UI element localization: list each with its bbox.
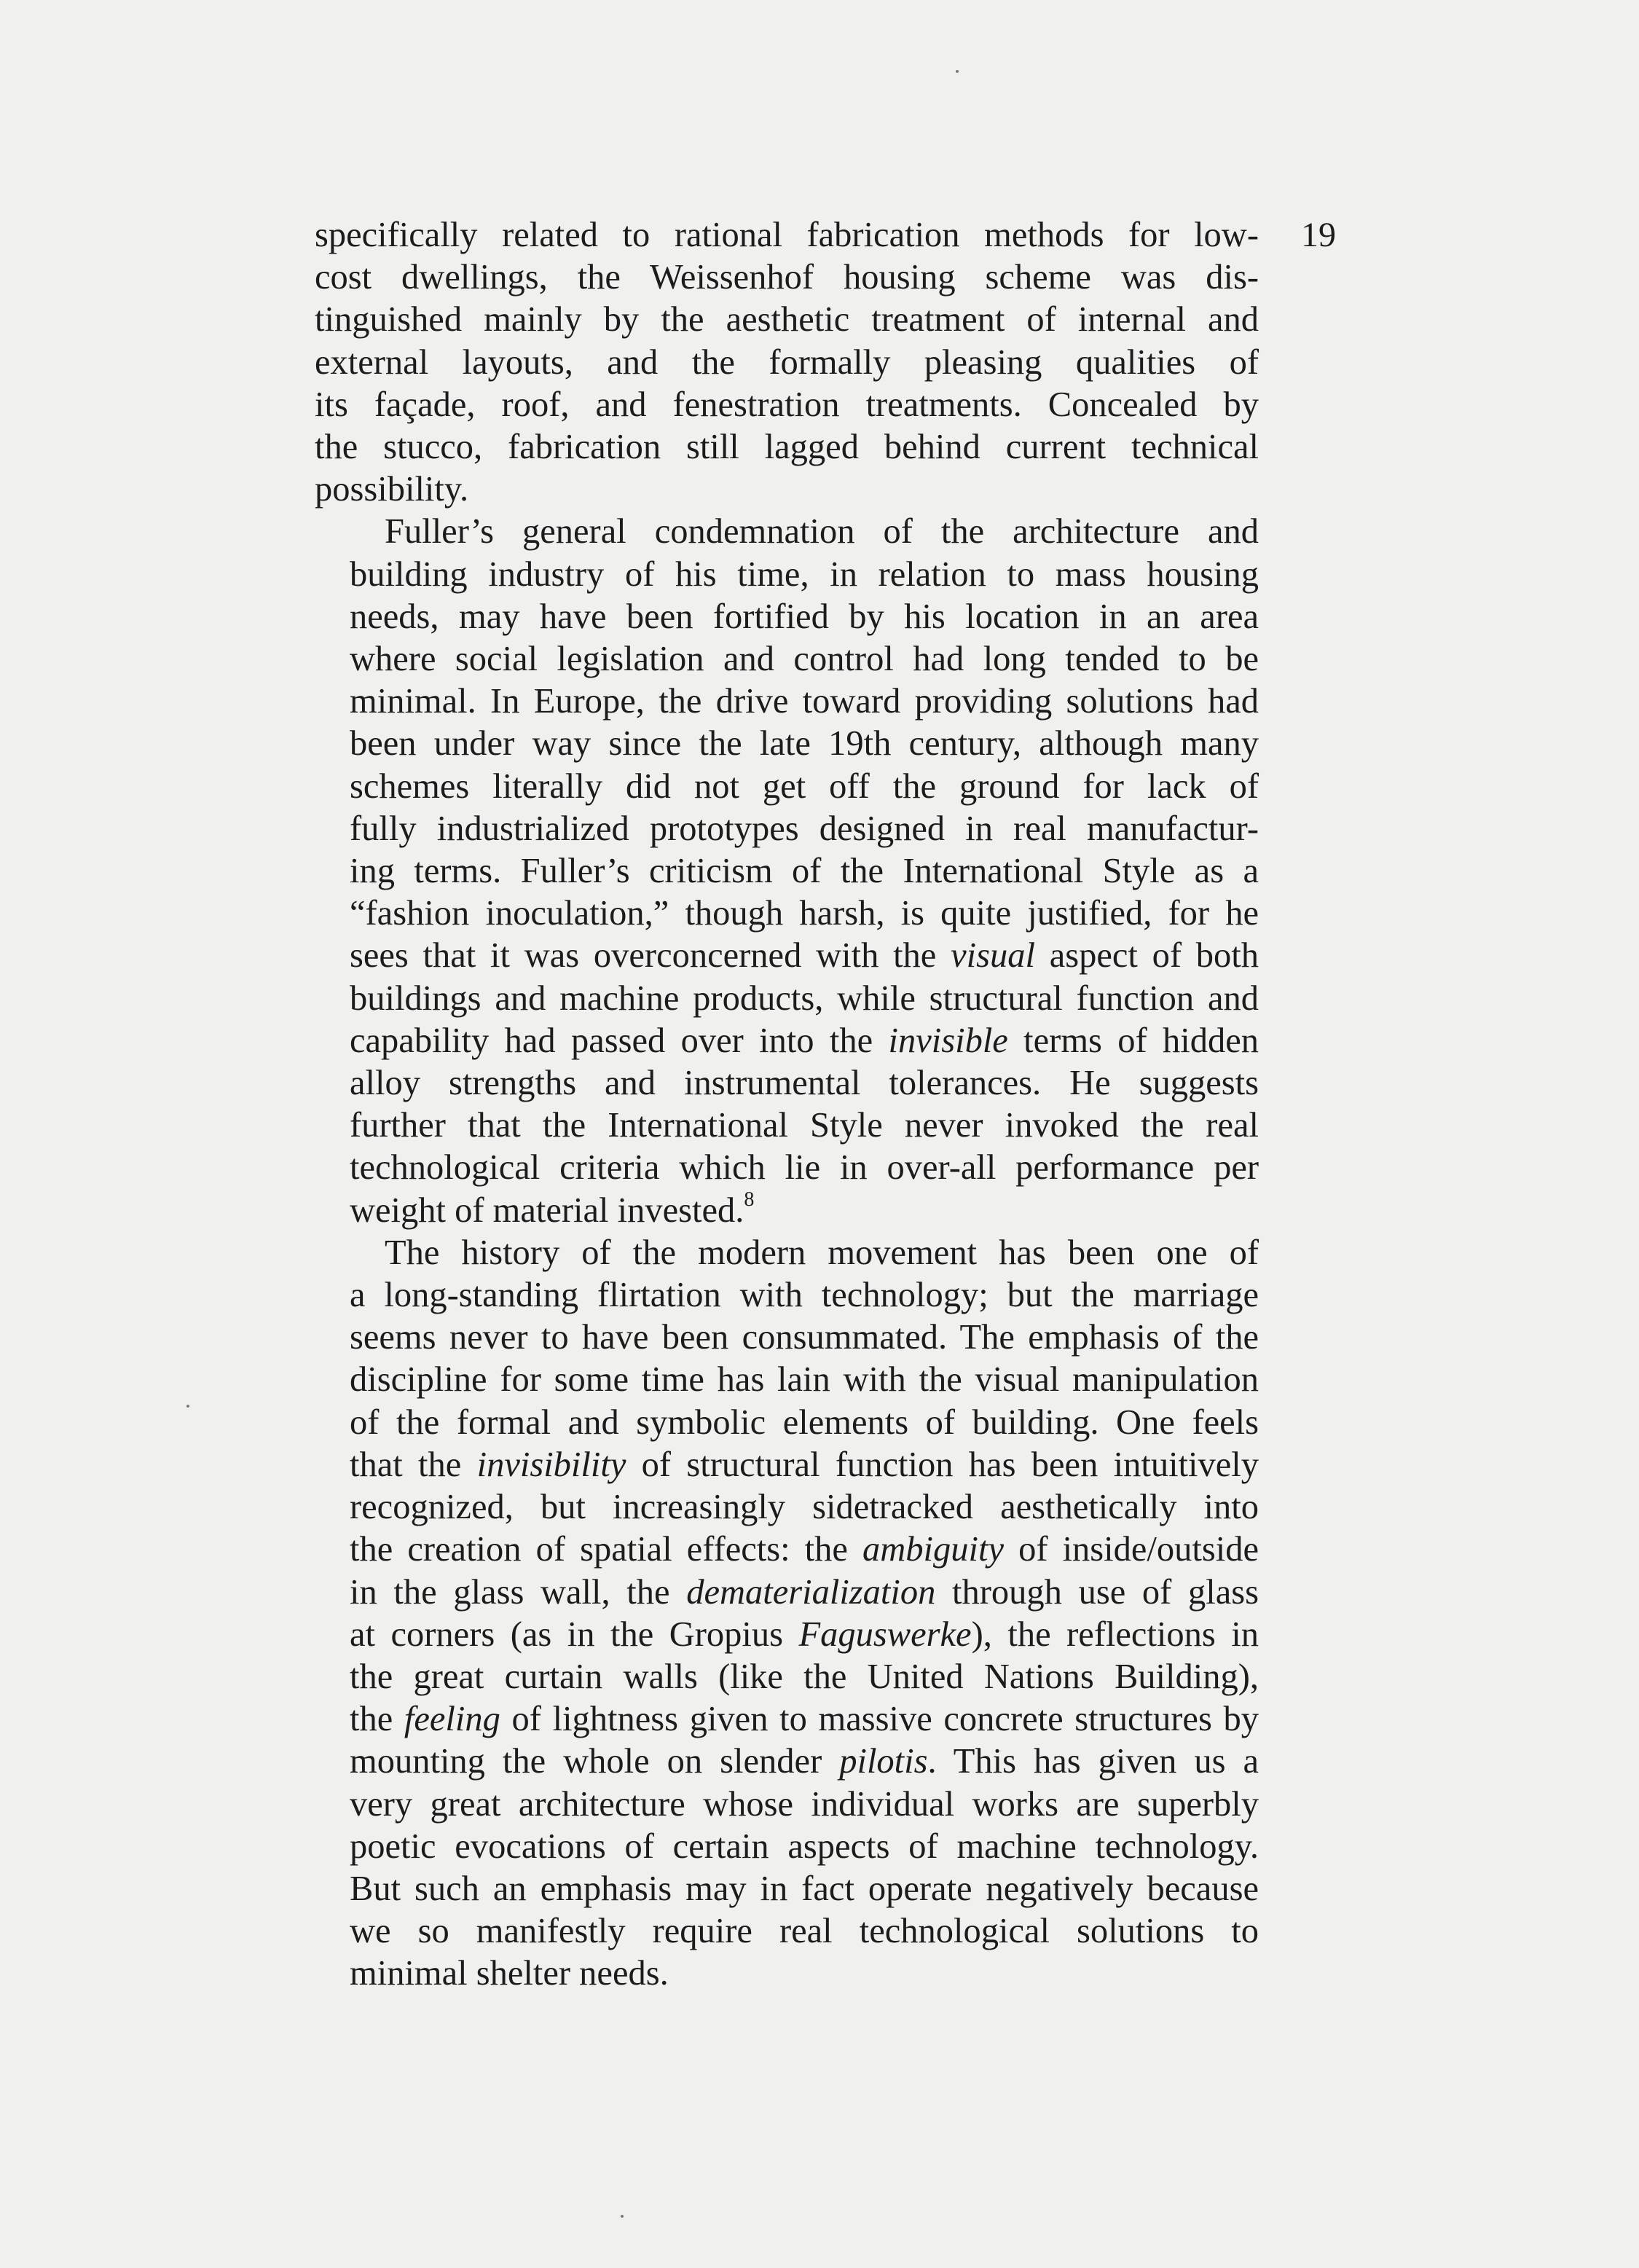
text-run: that the — [350, 1445, 477, 1484]
body-text — [315, 214, 1259, 1996]
text-run: capability had passed over into the — [350, 1021, 889, 1060]
scan-speck — [621, 2215, 624, 2218]
text-line: alloy strengths and instrumental tolerances. He suggests — [350, 1064, 1259, 1103]
text-line: recognized, but increasingly sidetracked aesthetically into — [350, 1488, 1259, 1527]
italic-term: invisibility — [476, 1445, 626, 1484]
text-run: the — [350, 1700, 404, 1739]
text-line — [315, 1741, 1259, 1783]
text-line: of the formal and symbolic elements of building. One feels — [350, 1402, 1259, 1442]
italic-term: visual — [951, 936, 1035, 976]
text-line: a long-standing flirtation with technology; but the marriage — [350, 1276, 1259, 1315]
text-line: fully industrialized prototypes designed in real manufactur- — [350, 809, 1259, 848]
scan-speck — [956, 70, 959, 73]
italic-term: invisible — [888, 1021, 1008, 1060]
text-run: of inside/outside — [1004, 1530, 1259, 1569]
text-line: But such an emphasis may in fact operate negatively because — [350, 1869, 1259, 1908]
text-line: possibility. — [315, 470, 469, 509]
text-line: building industry of his time, in relation to mass housing — [350, 554, 1259, 594]
text-line: discipline for some time has lain with the visual manipulation — [350, 1360, 1259, 1400]
text-line — [315, 1529, 1259, 1571]
text-run: . This has given us a — [927, 1742, 1259, 1781]
text-line: the stucco, fabrication still lagged behind current technical — [315, 428, 1259, 467]
text-run: at corners (as in the Gropius — [350, 1614, 799, 1654]
text-line: external layouts, and the formally pleasing qualities of — [315, 342, 1259, 382]
italic-term: Faguswerke — [798, 1614, 972, 1654]
paragraph-1 — [315, 214, 1259, 511]
italic-term: pilotis — [839, 1742, 928, 1781]
italic-term: dematerialization — [686, 1572, 936, 1612]
text-line — [315, 1698, 1259, 1741]
text-line: minimal shelter needs. — [350, 1954, 669, 1993]
text-line: ing terms. Fuller’s criticism of the International Style as a — [350, 852, 1259, 891]
text-line — [315, 1571, 1259, 1614]
scan-speck — [186, 1405, 189, 1408]
text-run: through use of glass — [935, 1572, 1259, 1612]
text-line: technological criteria which lie in over-all performance per — [350, 1148, 1259, 1188]
text-run: the creation of spatial effects: the — [350, 1530, 863, 1569]
text-line: poetic evocations of certain aspects of machine technology. — [350, 1826, 1259, 1866]
text-line: needs, may have been fortified by his location in an area — [350, 597, 1259, 636]
text-line — [315, 1444, 1259, 1486]
text-run: of lightness given to massive concrete structures by — [500, 1700, 1259, 1739]
text-run: aspect of both — [1034, 936, 1259, 976]
text-line: Fuller’s general condemnation of the architecture and — [385, 512, 1259, 552]
text-run: sees that it was overconcerned with the — [350, 936, 951, 976]
text-line: been under way since the late 19th century, although many — [350, 724, 1259, 764]
text-run: mounting the whole on slender — [350, 1742, 840, 1781]
text-line: tinguished mainly by the aesthetic treatment of internal and — [315, 300, 1259, 340]
text-line: its façade, roof, and fenestration treatments. Concealed by — [315, 385, 1259, 424]
text-line — [315, 1020, 1259, 1062]
text-run: terms of hidden — [1007, 1021, 1259, 1060]
text-run: ), the reflections in — [971, 1614, 1259, 1654]
footnote-reference[interactable]: 8 — [744, 1188, 755, 1211]
text-line — [315, 1190, 1259, 1232]
text-line — [315, 1614, 1259, 1656]
text-line: The history of the modern movement has been one of — [385, 1233, 1259, 1272]
text-line: the great curtain walls (like the United Nations Building), — [350, 1657, 1259, 1696]
text-line: schemes literally did not get off the ground for lack of — [350, 766, 1259, 806]
paragraph-2 — [315, 511, 1259, 1231]
text-line: minimal. In Europe, the drive toward providing solutions had — [350, 682, 1259, 721]
text-line: specifically related to rational fabrication methods for low- — [315, 216, 1259, 254]
text-line: we so manifestly require real technological solutions to — [350, 1912, 1259, 1951]
paragraph-3 — [315, 1232, 1259, 1996]
text-line: buildings and machine products, while structural function and — [350, 978, 1259, 1018]
page-number: 19 — [1301, 216, 1336, 254]
text-line: seems never to have been consummated. The emphasis of the — [350, 1318, 1259, 1357]
text-line: very great architecture whose individual works are superbly — [350, 1784, 1259, 1824]
italic-term: feeling — [404, 1700, 500, 1739]
text-run: in the glass wall, the — [350, 1572, 687, 1612]
text-line: cost dwellings, the Weissenhof housing scheme was dis- — [315, 258, 1259, 297]
text-line: “fashion inoculation,” though harsh, is quite justified, for he — [350, 894, 1259, 933]
text-line: further that the International Style never invoked the real — [350, 1106, 1259, 1145]
italic-term: ambiguity — [862, 1530, 1005, 1569]
text-line: where social legislation and control had long tended to be — [350, 640, 1259, 679]
text-line — [315, 935, 1259, 977]
text-run: of structural function has been intuitively — [626, 1445, 1259, 1484]
text-run: weight of material invested. — [350, 1190, 744, 1230]
